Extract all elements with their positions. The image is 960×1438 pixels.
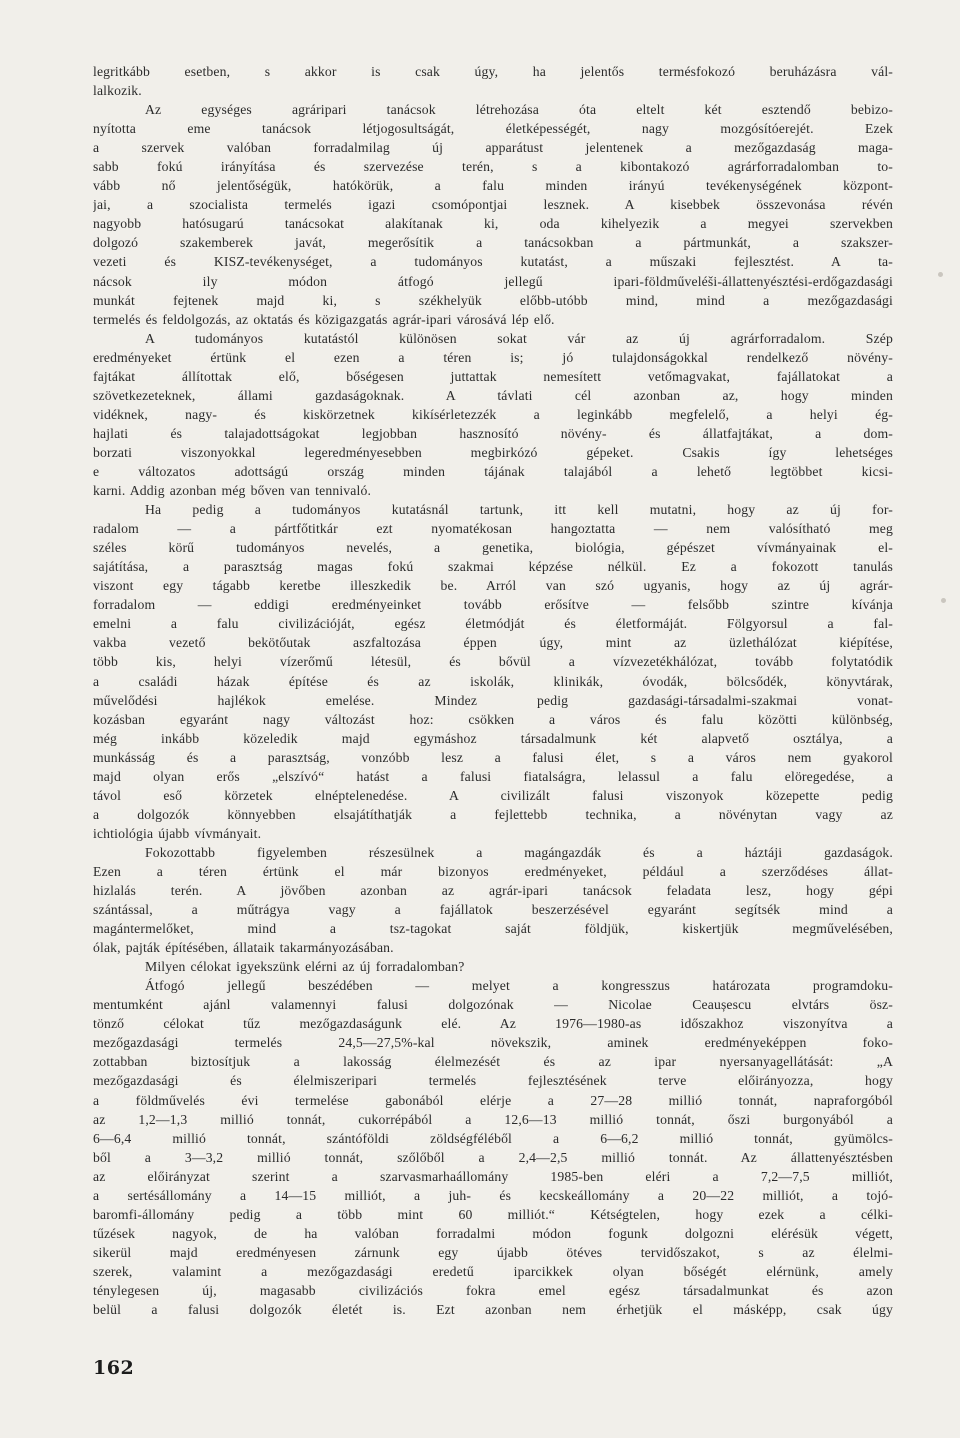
text-line: hizlalás terén. A jövőben azonban az agrár-ipari tanácsok feladata lesz, hogy gépi <box>93 883 893 899</box>
text-line: munkát fejtenek majd ki, s székhelyük előbb-utóbb mind, mind a mezőgazdasági <box>93 292 893 308</box>
scan-speck <box>941 598 946 603</box>
text-line: radalom — a pártfőtitkár ezt nyomatékosan hangoztatta — nem valósítható meg <box>93 521 893 537</box>
text-line: dolgozó szakemberek javát, megerősítik a tanácsokban a pártmunkát, a szakszer- <box>93 235 893 251</box>
text-line: a sertésállomány a 14—15 milliót, a juh- és kecskeállomány a 20—22 milliót, a tojó- <box>93 1187 893 1203</box>
text-line: szerek, valamint a mezőgazdasági eredetű iparcikkek olyan bőségét elérnünk, amely <box>93 1263 893 1279</box>
text-line: szövetkezeteknek, állami gazdaságoknak. A távlati cél azonban az, hogy minden <box>93 387 893 403</box>
text-line: távol eső körzetek elnéptelenedése. A civilizált falusi viszonyok közepette pedig <box>93 787 893 803</box>
text-line: e változatos adottságú ország minden tájának talajából a lehető legtöbbet kicsi- <box>93 463 893 479</box>
scan-speck <box>938 272 943 277</box>
text-line: sikerül majd eredményesen zárnunk egy újabb ötéves tervidőszakot, s az élelmi- <box>93 1244 893 1260</box>
text-line: ólak, pajták építésében, állataik takarmányozásában. <box>93 940 394 956</box>
text-line: kozásban egyaránt nagy változást hoz: csökken a város és falu közötti különbség, <box>93 711 893 727</box>
text-line: mentumként ajánl valamennyi falusi dolgozónak — Nicolae Ceaușescu elvtárs ösz- <box>93 997 893 1013</box>
text-line: vidéknek, nagy- és kiskörzetnek kikísérletezzék a leginkább megfelelő, a helyi ég- <box>93 406 893 422</box>
body-text <box>93 62 893 1319</box>
text-line: mezőgazdasági és élelmiszeripari termelés fejlesztésének terve előirányozza, hogy <box>93 1073 893 1089</box>
text-line: Átfogó jellegű beszédében — melyet a kongresszus határozata programdoku- <box>145 978 893 994</box>
page-number: 162 <box>93 1357 135 1379</box>
text-line: Fokozottabb figyelemben részesülnek a magángazdák és a háztáji gazdaságok. <box>145 844 893 860</box>
text-line: tönző célokat tűz mezőgazdaságunk elé. Az 1976—1980-as időszakhoz viszonyítva a <box>93 1016 893 1032</box>
text-line: jai, a szocialista termelés igazi csomópontjai lesznek. A kisebbek összevonása révén <box>93 197 893 213</box>
text-line: művelődési hajlékok emelése. Mindez pedig gazdasági-társadalmi-szakmai vonat- <box>93 692 893 708</box>
text-line: nagyobb hatósugarú tanácsokat alakítanak ki, oda kihelyezik a megyei szervekben <box>93 216 893 232</box>
text-line: termelés és feldolgozás, az oktatás és közigazgatás agrár-ipari városává lép elő. <box>93 311 555 327</box>
text-line: baromfi-állomány pedig a több mint 60 milliót.“ Kétségtelen, hogy ezek a célki- <box>93 1206 893 1222</box>
text-line: sajátítása, a parasztság magas fokú szakmai képzése nélkül. Ez a fokozott tanulás <box>93 559 893 575</box>
text-line: nácsok ily módon átfogó jellegű ipari-földműveléši-állattenyésztési-erdőgazdasági <box>93 273 893 289</box>
text-line: Az egységes agráripari tanácsok létrehozása óta eltelt két esztendő bebizo- <box>145 102 893 118</box>
text-line: tűzések nagyok, de ha valóban forradalmi módon fogunk dolgozni elérésük végett, <box>93 1225 893 1241</box>
text-line: vább nő jelentőségük, hatókörük, a falu minden irányú tevékenységének központ- <box>93 178 893 194</box>
text-line: viszont egy tágabb keretbe illeszkedik be. Arról van szó ugyanis, hogy az új agrár- <box>93 578 893 594</box>
text-line: sabb fokú irányítása és szervezése terén, s a kibontakozó agrárforradalomban to- <box>93 159 893 175</box>
text-line: belül a falusi dolgozók életét is. Ezt azonban nem érhetjük el másképp, csak úgy <box>93 1302 893 1318</box>
text-line: lalkozik. <box>93 83 142 99</box>
text-line: ichtiológia újabb vívmányait. <box>93 825 262 841</box>
text-line: fajtákat állítottak elő, bőségesen juttattak nemesített vetőmagvakat, fajállatokat a <box>93 368 893 384</box>
text-line: majd olyan erős „elszívó“ hatást a falusi fiatalságra, lelassul a falu elöregedése, a <box>93 768 893 784</box>
text-line: vezeti és KISZ-tevékenységet, a tudományos kutatást, a műszaki fejlesztést. A ta- <box>93 254 893 270</box>
text-line: Ezen a téren értünk el már bizonyos eredményeket, például a szerződéses állat- <box>93 863 893 879</box>
text-line: az 1,2—1,3 millió tonnát, cukorrépából a 12,6—13 millió tonnát, őszi burgonyából a <box>93 1111 893 1127</box>
text-line: karni. Addig azonban még bőven van tennivaló. <box>93 483 372 499</box>
text-line: emelni a falu civilizációját, egész életmódját és életformáját. Fölgyorsul a fal- <box>93 616 893 632</box>
text-line: 6—6,4 millió tonnát, szántóföldi zöldségféléből a 6—6,2 millió tonnát, gyümölcs- <box>93 1130 893 1146</box>
text-line: ből a 3—3,2 millió tonnát, szőlőből a 2,4—2,5 millió tonnát. Az állattenyésztésben <box>93 1149 893 1165</box>
text-line: munkásság és a parasztság, vonzóbb lesz a falusi élet, s a város nem gyakorol <box>93 749 893 765</box>
text-line: Milyen célokat igyekszünk elérni az új forradalomban? <box>145 959 465 975</box>
text-line: zottabban biztosítjuk a lakosság élelmezését és az ipar nyersanyagellátását: „A <box>93 1054 893 1070</box>
text-line: borzati viszonyokkal legeredményesebben megbirkózó gépeket. Csakis így lehetséges <box>93 444 893 460</box>
text-line: az előirányzat szerint a szarvasmarhaállomány 1985-ben eléri a 7,2—7,5 milliót, <box>93 1168 893 1184</box>
text-line: A tudományos kutatástól különösen sokat vár az új agrárforradalom. Szép <box>145 330 893 346</box>
text-line: mezőgazdasági termelés 24,5—27,5%-kal növekszik, aminek eredményeképpen foko- <box>93 1035 893 1051</box>
text-line: nyította eme tanácsok létjogosultságát, életképességét, nagy mozgósítóerejét. Ezek <box>93 121 893 137</box>
text-line: hajlati és talajadottságokat legjobban hasznosító növény- és állatfajtákat, a dom- <box>93 425 893 441</box>
text-line: Ha pedig a tudományos kutatásnál tartunk, itt kell mutatni, hogy az új for- <box>145 502 893 518</box>
text-line: legritkább esetben, s akkor is csak úgy, ha jelentős termésfokozó beruházásra vál- <box>93 64 893 79</box>
text-line: széles körű tudományos nevelés, a genetika, biológia, gépészet vívmányainak el- <box>93 540 893 556</box>
text-line: magántermelőket, mind a tsz-tagokat saját földjük, kiskertjük megművelésében, <box>93 921 893 937</box>
text-line: vakba vezető bekötőutak aszfaltozása éppen úgy, mint az üzlethálózat kiépítése, <box>93 635 893 651</box>
text-line: a földművelés évi termelése gabonából elérje a 27—28 millió tonnát, napraforgóból <box>93 1092 893 1108</box>
text-line: még inkább közeledik majd egymáshoz társadalmunk két alapvető osztálya, a <box>93 730 893 746</box>
text-line: szántással, a műtrágya vagy a fajállatok beszerzésével egyaránt segítsék mind a <box>93 902 893 918</box>
text-line: a szervek valóban forradalmilag új apparátust jelentenek a mezőgazdaság maga- <box>93 140 893 156</box>
text-line: forradalom — eddigi eredményeinket tovább erősítve — felsőbb szintre kívánja <box>93 597 893 613</box>
text-line: a dolgozók könnyebben elsajátíthatják a fejlettebb technika, a növénytan vagy az <box>93 806 893 822</box>
text-line: ténylegesen új, magasabb civilizációs fokra emel egész társadalmunkat és azon <box>93 1283 893 1298</box>
text-line: a családi házak építése és az iskolák, klinikák, óvodák, bölcsődék, könyvtárak, <box>93 673 893 689</box>
text-line: eredményeket értünk el ezen a téren is; jó tulajdonságokkal rendelkező növény- <box>93 349 893 365</box>
text-line: több kis, helyi vízerőmű létesül, és bővül a vízvezetékhálózat, tovább folytatódik <box>93 654 893 670</box>
